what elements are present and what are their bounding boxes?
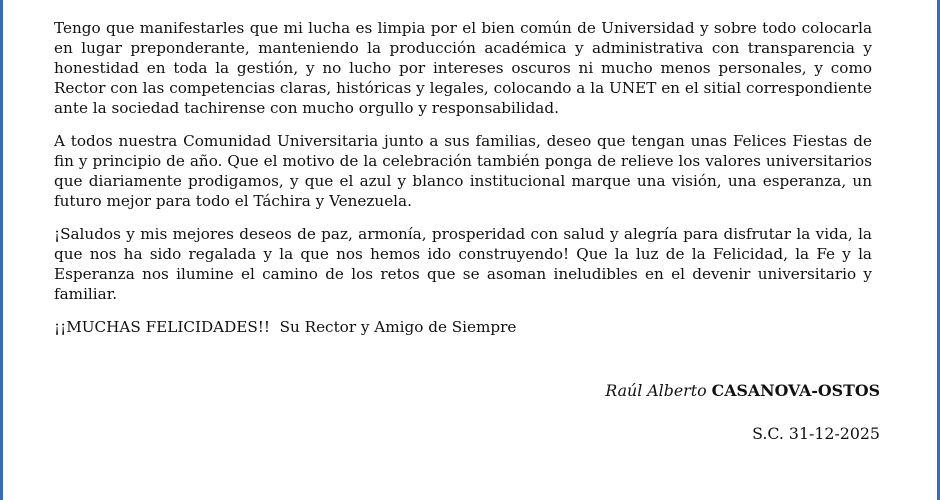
signature-line — [605, 381, 880, 400]
letter-closing: ¡¡MUCHAS FELICIDADES!! Su Rector y Amigo de Siempre — [54, 318, 517, 336]
signature-given-names: Raúl Alberto — [605, 381, 707, 400]
letter-paragraph-3: ¡Saludos y mis mejores deseos de paz, armonía, prosperidad con salud y alegría para disfrutar la vida, la que nos ha sido regalada y la que nos hemos ido construyendo! Que la luz de la Felicidad, la Fe y la Esperanza nos ilumine el camino de los retos que se asoman ineludibles en el devenir universitario y familiar. — [54, 225, 872, 303]
letter-paragraph-2: A todos nuestra Comunidad Universitaria junto a sus familias, deseo que tengan unas Felices Fiestas de fin y principio de año. Que el motivo de la celebración también ponga de relieve los valores universitarios que diariamente prodigamos, y que el azul y blanco institucional marque una visión, una esperanza, un futuro mejor para todo el Táchira y Venezuela. — [54, 132, 872, 210]
letter-paragraph-1: Tengo que manifestarles que mi lucha es limpia por el bien común de Universidad y sobre todo colocarla en lugar preponderante, manteniendo la producción académica y administrativa con transparencia y honestidad en toda la gestión, y no lucho por intereses oscuros ni mucho menos personales, y como Rector con las competencias claras, históricas y legales, colocando a la UNET en el sitial correspondiente ante la sociedad tachirense con mucho orgullo y responsabilidad. — [54, 19, 872, 117]
letter-body — [54, 18, 872, 337]
signature-surname: CASANOVA-OSTOS — [711, 381, 880, 400]
date-line: S.C. 31-12-2025 — [752, 424, 880, 443]
